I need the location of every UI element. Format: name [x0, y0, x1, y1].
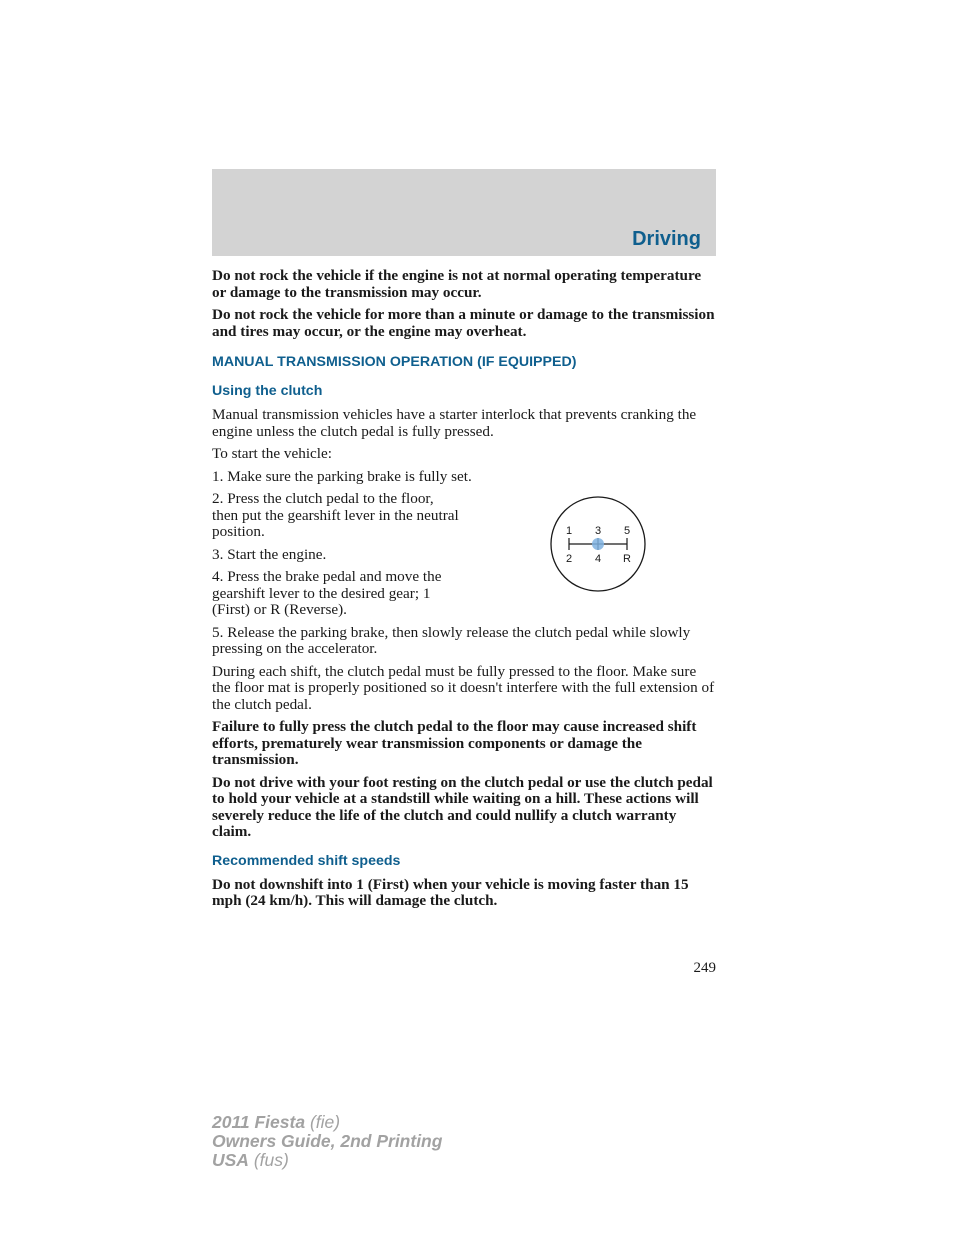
neutral-position-marker: [592, 538, 604, 550]
section-header-band: [212, 169, 716, 256]
section-heading: MANUAL TRANSMISSION OPERATION (IF EQUIPPED): [212, 354, 577, 370]
warning-text: Do not rock the vehicle if the engine is not at normal operating temperature or damage to the transmission may occur.: [212, 267, 702, 301]
footer-market: USA: [212, 1150, 249, 1170]
footer-model: 2011 Fiesta: [212, 1112, 306, 1132]
step-item: 2. Press the clutch pedal to the floor, then put the gearshift lever in the neutral position.: [212, 490, 459, 540]
warning-text: Do not drive with your foot resting on the clutch pedal or use the clutch pedal to hold your vehicle at a standstill while waiting on a hill. These actions will severely reduce the life of the clutch and could nullify a clutch warranty claim.: [212, 773, 713, 840]
warning-text: Do not downshift into 1 (First) when your vehicle is moving faster than 15 mph (24 km/h). This will damage the clutch.: [212, 875, 689, 909]
gear-label: R: [623, 553, 631, 565]
footer-model-code: (fie): [305, 1112, 341, 1132]
steps-lead: To start the vehicle:: [212, 445, 332, 462]
subsection-heading: Using the clutch: [212, 383, 323, 399]
body-paragraph: Manual transmission vehicles have a starter interlock that prevents cranking the engine unless the clutch pedal is fully pressed.: [212, 406, 697, 440]
gear-label: 5: [623, 525, 631, 537]
warning-text: Failure to fully press the clutch pedal to the floor may cause increased shift efforts, prematurely wear transmission components or damage the transmission.: [212, 718, 697, 768]
gear-label: 2: [565, 553, 573, 565]
footer-edition: Owners Guide, 2nd Printing: [212, 1131, 443, 1151]
gear-label: 1: [565, 525, 573, 537]
gear-label: 3: [594, 525, 602, 537]
body-paragraph: During each shift, the clutch pedal must be fully pressed to the floor. Make sure the floor mat is properly positioned so it doesn't interfere with the full extension of the clutch pedal.: [212, 662, 715, 713]
step-item: 5. Release the parking brake, then slowly release the clutch pedal while slowly pressing on the accelerator.: [212, 623, 691, 657]
footer-imprint: [212, 1113, 442, 1170]
warning-text: Do not rock the vehicle for more than a minute or damage to the transmission and tires may occur, or the engine may overheat.: [212, 306, 715, 340]
step-item: 1. Make sure the parking brake is fully set.: [212, 467, 472, 485]
step-item: 4. Press the brake pedal and move the gearshift lever to the desired gear; 1 (First) or R (Reverse).: [212, 568, 442, 618]
shift-pattern-diagram: [547, 494, 651, 594]
subsection-heading: Recommended shift speeds: [212, 852, 401, 869]
page-number: 249: [693, 960, 716, 976]
section-title: Driving: [632, 228, 701, 250]
step-item: 3. Start the engine.: [212, 545, 327, 563]
gear-label: 4: [594, 553, 602, 565]
footer-market-code: (fus): [248, 1150, 289, 1170]
